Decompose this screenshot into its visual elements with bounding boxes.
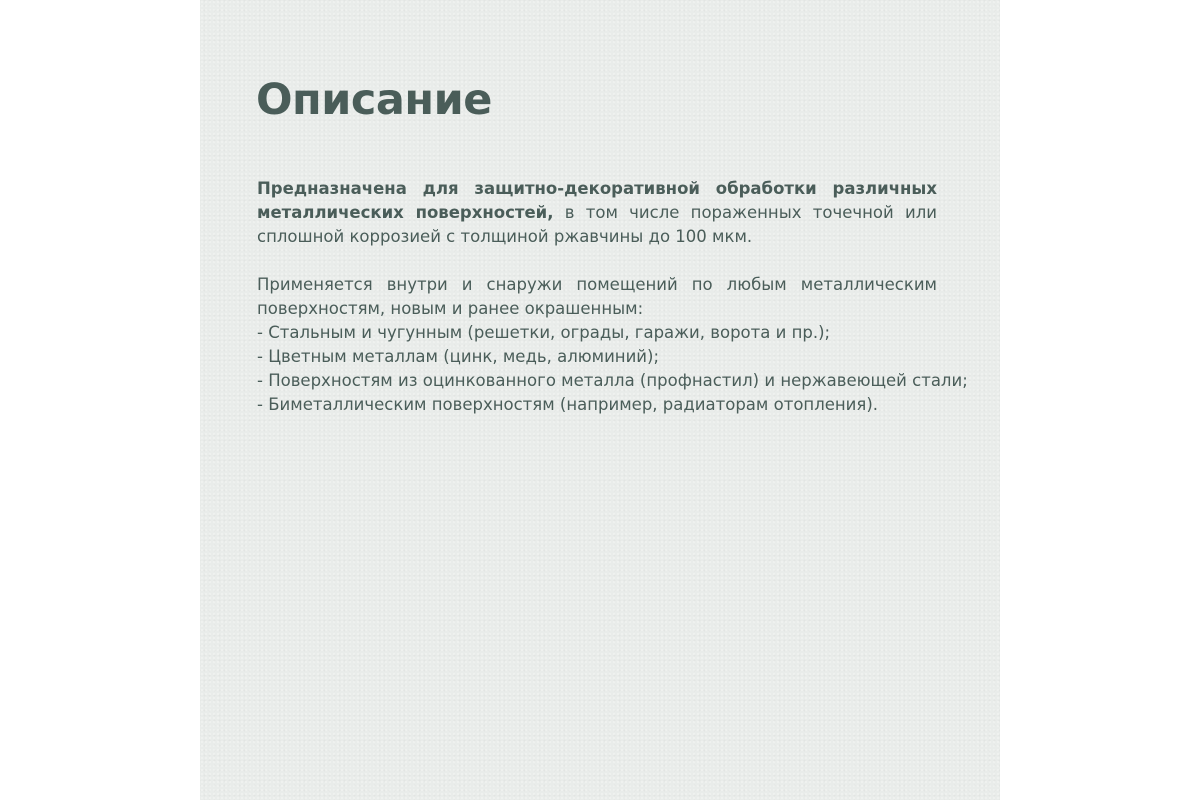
description-panel bbox=[200, 0, 1000, 800]
application-paragraph bbox=[257, 273, 968, 417]
application-item-bimetallic: - Биметаллическим поверхностям (например, радиаторам отопления). bbox=[257, 395, 879, 414]
application-item-nonferrous: - Цветным металлам (цинк, медь, алюминий); bbox=[257, 347, 660, 366]
purpose-bold-text: Предназначена для защитно-декоративной обработки различных металлических поверхностей, bbox=[257, 179, 937, 222]
application-item-steel: - Стальным и чугунным (решетки, ограды, гаражи, ворота и пр.); bbox=[257, 323, 831, 342]
application-lead: Применяется внутри и снаружи помещений по любым металлическим поверхностям, новым и ранее окрашенным: bbox=[257, 275, 937, 318]
purpose-paragraph bbox=[257, 177, 937, 249]
section-title: Описание bbox=[256, 75, 492, 125]
application-item-galvanized: - Поверхностям из оцинкованного металла (профнастил) и нержавеющей стали; bbox=[257, 371, 968, 390]
purpose-text: в том числе пораженных точечной или сплошной коррозией с толщиной ржавчины до 100 мкм. bbox=[257, 203, 937, 246]
